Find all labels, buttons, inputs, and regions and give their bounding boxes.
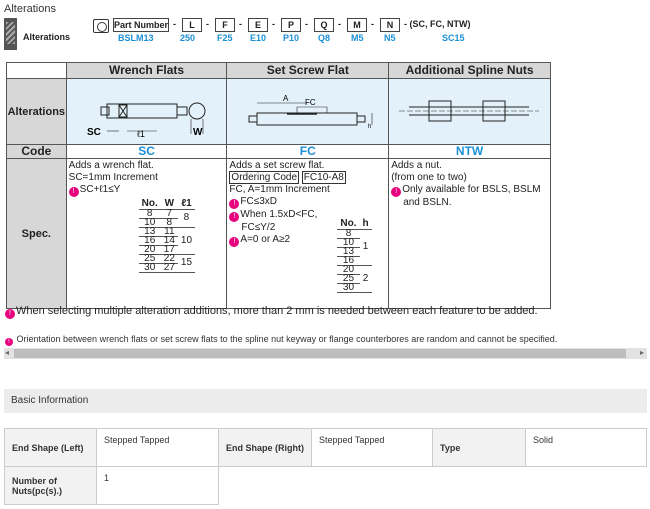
- mini-cell: 16: [337, 256, 359, 265]
- mini-header: No.: [139, 200, 161, 209]
- sc-label: SC: [86, 127, 101, 138]
- alterations-icon-label: Alterations: [23, 32, 71, 42]
- fc-label: FC: [305, 98, 317, 107]
- spline-nut-drawing: [389, 79, 551, 145]
- mini-cell: 30: [139, 263, 161, 272]
- example-p: P10: [283, 33, 300, 43]
- wrench-mini-table: [139, 200, 195, 273]
- mini-cell: 25: [139, 254, 161, 263]
- row-label-code: Code: [7, 145, 67, 159]
- wrench-note-text: SC+ℓ1≤Y: [79, 184, 121, 195]
- basic-info-table: [4, 428, 647, 505]
- example-e: E10: [250, 33, 267, 43]
- mini-cell: 27: [161, 263, 178, 272]
- scroll-left-icon[interactable]: ◂: [5, 348, 10, 357]
- setscrew-mini-table: [337, 220, 371, 293]
- w-label: W: [192, 127, 203, 138]
- mini-cell: 8: [139, 209, 161, 218]
- spline-line1: Adds a nut.: [391, 160, 442, 171]
- mini-cell: 8: [337, 229, 359, 238]
- part-number-icon: [93, 19, 109, 33]
- wrench-flat-drawing: [66, 79, 227, 145]
- corner-cell: [7, 63, 67, 79]
- mini-cell: 30: [337, 283, 359, 292]
- spec-wrench: [66, 159, 227, 309]
- mini-cell: 2: [360, 265, 372, 292]
- scrollbar-thumb[interactable]: [14, 349, 626, 358]
- mini-cell: 1: [360, 229, 372, 265]
- note2-text: Orientation between wrench flats or set screw flats to the spline nut keyway or flange counterbores are random and cannot be specified.: [16, 334, 558, 344]
- mini-header: ℓ1: [178, 200, 195, 209]
- info-key: End Shape (Left): [5, 429, 97, 467]
- mini-cell: 14: [161, 236, 178, 245]
- mini-cell: 25: [337, 274, 359, 283]
- dash: -: [305, 19, 308, 29]
- l1-label: ℓ1: [136, 129, 145, 139]
- part-box-l: L: [182, 18, 202, 32]
- spline-note-text: Only available for BSLS, BSLM: [402, 184, 541, 195]
- setscrew-note2b-text: FC≤Y/2: [241, 222, 276, 233]
- mini-cell: 13: [337, 247, 359, 256]
- setscrew-note3-text: A=0 or A≥2: [240, 234, 291, 245]
- example-q: Q8: [318, 33, 331, 43]
- caution-icon: !: [5, 338, 13, 346]
- mini-cell: 7: [161, 209, 178, 218]
- basic-info-title: Basic Information: [11, 395, 89, 406]
- info-key: Type: [433, 429, 526, 467]
- mini-cell: 10: [178, 227, 195, 254]
- code-sc: SC: [66, 145, 227, 159]
- caution-icon: !: [391, 187, 401, 197]
- mini-cell: 10: [139, 218, 161, 227]
- part-number-box: Part Number: [114, 20, 169, 30]
- part-box-e: E: [248, 18, 268, 32]
- wrench-note: [69, 184, 225, 197]
- setscrew-note1: [229, 196, 386, 209]
- section-title: Alterations: [4, 3, 56, 15]
- spline-note-cont: and BSLN.: [403, 197, 452, 208]
- caution-icon: !: [229, 212, 239, 222]
- code-ntw: NTW: [389, 145, 551, 159]
- setscrew-note1-text: FC≤3xD: [240, 196, 278, 207]
- mini-cell: 16: [139, 236, 161, 245]
- mini-cell: 15: [178, 254, 195, 272]
- info-value: Solid: [526, 429, 647, 467]
- info-key: End Shape (Right): [219, 429, 312, 467]
- info-key: Number of Nuts(pc(s).): [5, 467, 97, 505]
- info-value: 1: [97, 467, 219, 505]
- dash: -: [371, 19, 374, 29]
- info-value: Stepped Tapped: [312, 429, 433, 467]
- caution-icon: !: [5, 309, 15, 319]
- mini-header: No.: [337, 220, 359, 229]
- spline-note: [391, 184, 548, 197]
- mini-cell: 20: [337, 265, 359, 274]
- row-label-alterations: Alterations: [7, 79, 67, 145]
- example-l: 250: [180, 33, 196, 43]
- mini-cell: 8: [178, 209, 195, 227]
- mini-cell: 20: [139, 245, 161, 254]
- alterations-table: [6, 62, 551, 309]
- part-box-n: N: [380, 18, 400, 32]
- spec-spline: [389, 159, 551, 309]
- col-set-screw-flat: Set Screw Flat: [227, 63, 389, 79]
- scroll-right-icon[interactable]: ▸: [640, 348, 645, 357]
- caution-icon: !: [69, 187, 79, 197]
- setscrew-note2a-text: When 1.5xD<FC,: [240, 209, 318, 220]
- h-label: h: [368, 124, 372, 130]
- spec-setscrew: [227, 159, 389, 309]
- mini-cell: 22: [161, 254, 178, 263]
- orientation-note: [5, 334, 557, 346]
- mini-cell: 10: [337, 238, 359, 247]
- mini-cell: 8: [161, 218, 178, 227]
- part-box-p: P: [281, 18, 301, 32]
- setscrew-line3: FC, A=1mm Increment: [229, 184, 330, 195]
- a-label: A: [283, 94, 289, 103]
- wrench-line2: SC=1mm Increment: [68, 172, 158, 183]
- caution-icon: !: [229, 199, 239, 209]
- mini-header: h: [360, 220, 372, 229]
- info-value: Stepped Tapped: [97, 429, 219, 467]
- col-spline-nuts: Additional Spline Nuts: [389, 63, 551, 79]
- mini-header: W: [161, 200, 178, 209]
- dash: -: [206, 19, 209, 29]
- wrench-line1: Adds a wrench flat.: [68, 160, 154, 171]
- code-fc: FC: [227, 145, 389, 159]
- example-alteration: SC15: [442, 33, 465, 43]
- mini-cell: 17: [161, 245, 178, 254]
- example-m: M5: [351, 33, 364, 43]
- example-n: N5: [384, 33, 396, 43]
- caution-icon: !: [229, 237, 239, 247]
- dash: -: [272, 19, 275, 29]
- example-part: BSLM13: [118, 33, 154, 43]
- mini-cell: 13: [139, 227, 161, 236]
- part-box-m: M: [347, 18, 367, 32]
- part-box-q: Q: [314, 18, 334, 32]
- alteration-codes: - (SC, FC, NTW): [404, 19, 471, 29]
- mini-cell: 11: [161, 227, 178, 236]
- row-label-spec: Spec.: [7, 159, 67, 309]
- ordering-code-value: FC10-A8: [303, 172, 344, 183]
- part-box-f: F: [215, 18, 235, 32]
- spline-line2: (from one to two): [391, 172, 467, 183]
- note1-text: When selecting multiple alteration additions, more than 2 mm is needed between each feature to be added.: [16, 305, 538, 317]
- ordering-code-label: Ordering Code: [231, 172, 298, 183]
- multi-alteration-note: [5, 305, 538, 319]
- col-wrench-flats: Wrench Flats: [66, 63, 227, 79]
- shaft-icon: [4, 18, 17, 50]
- setscrew-line1: Adds a set screw flat.: [229, 160, 325, 171]
- example-f: F25: [217, 33, 233, 43]
- set-screw-drawing: [227, 79, 389, 145]
- ordering-code: [229, 172, 386, 184]
- dash: -: [173, 19, 176, 29]
- dash: -: [239, 19, 242, 29]
- dash: -: [338, 19, 341, 29]
- basic-info-header: [4, 389, 647, 413]
